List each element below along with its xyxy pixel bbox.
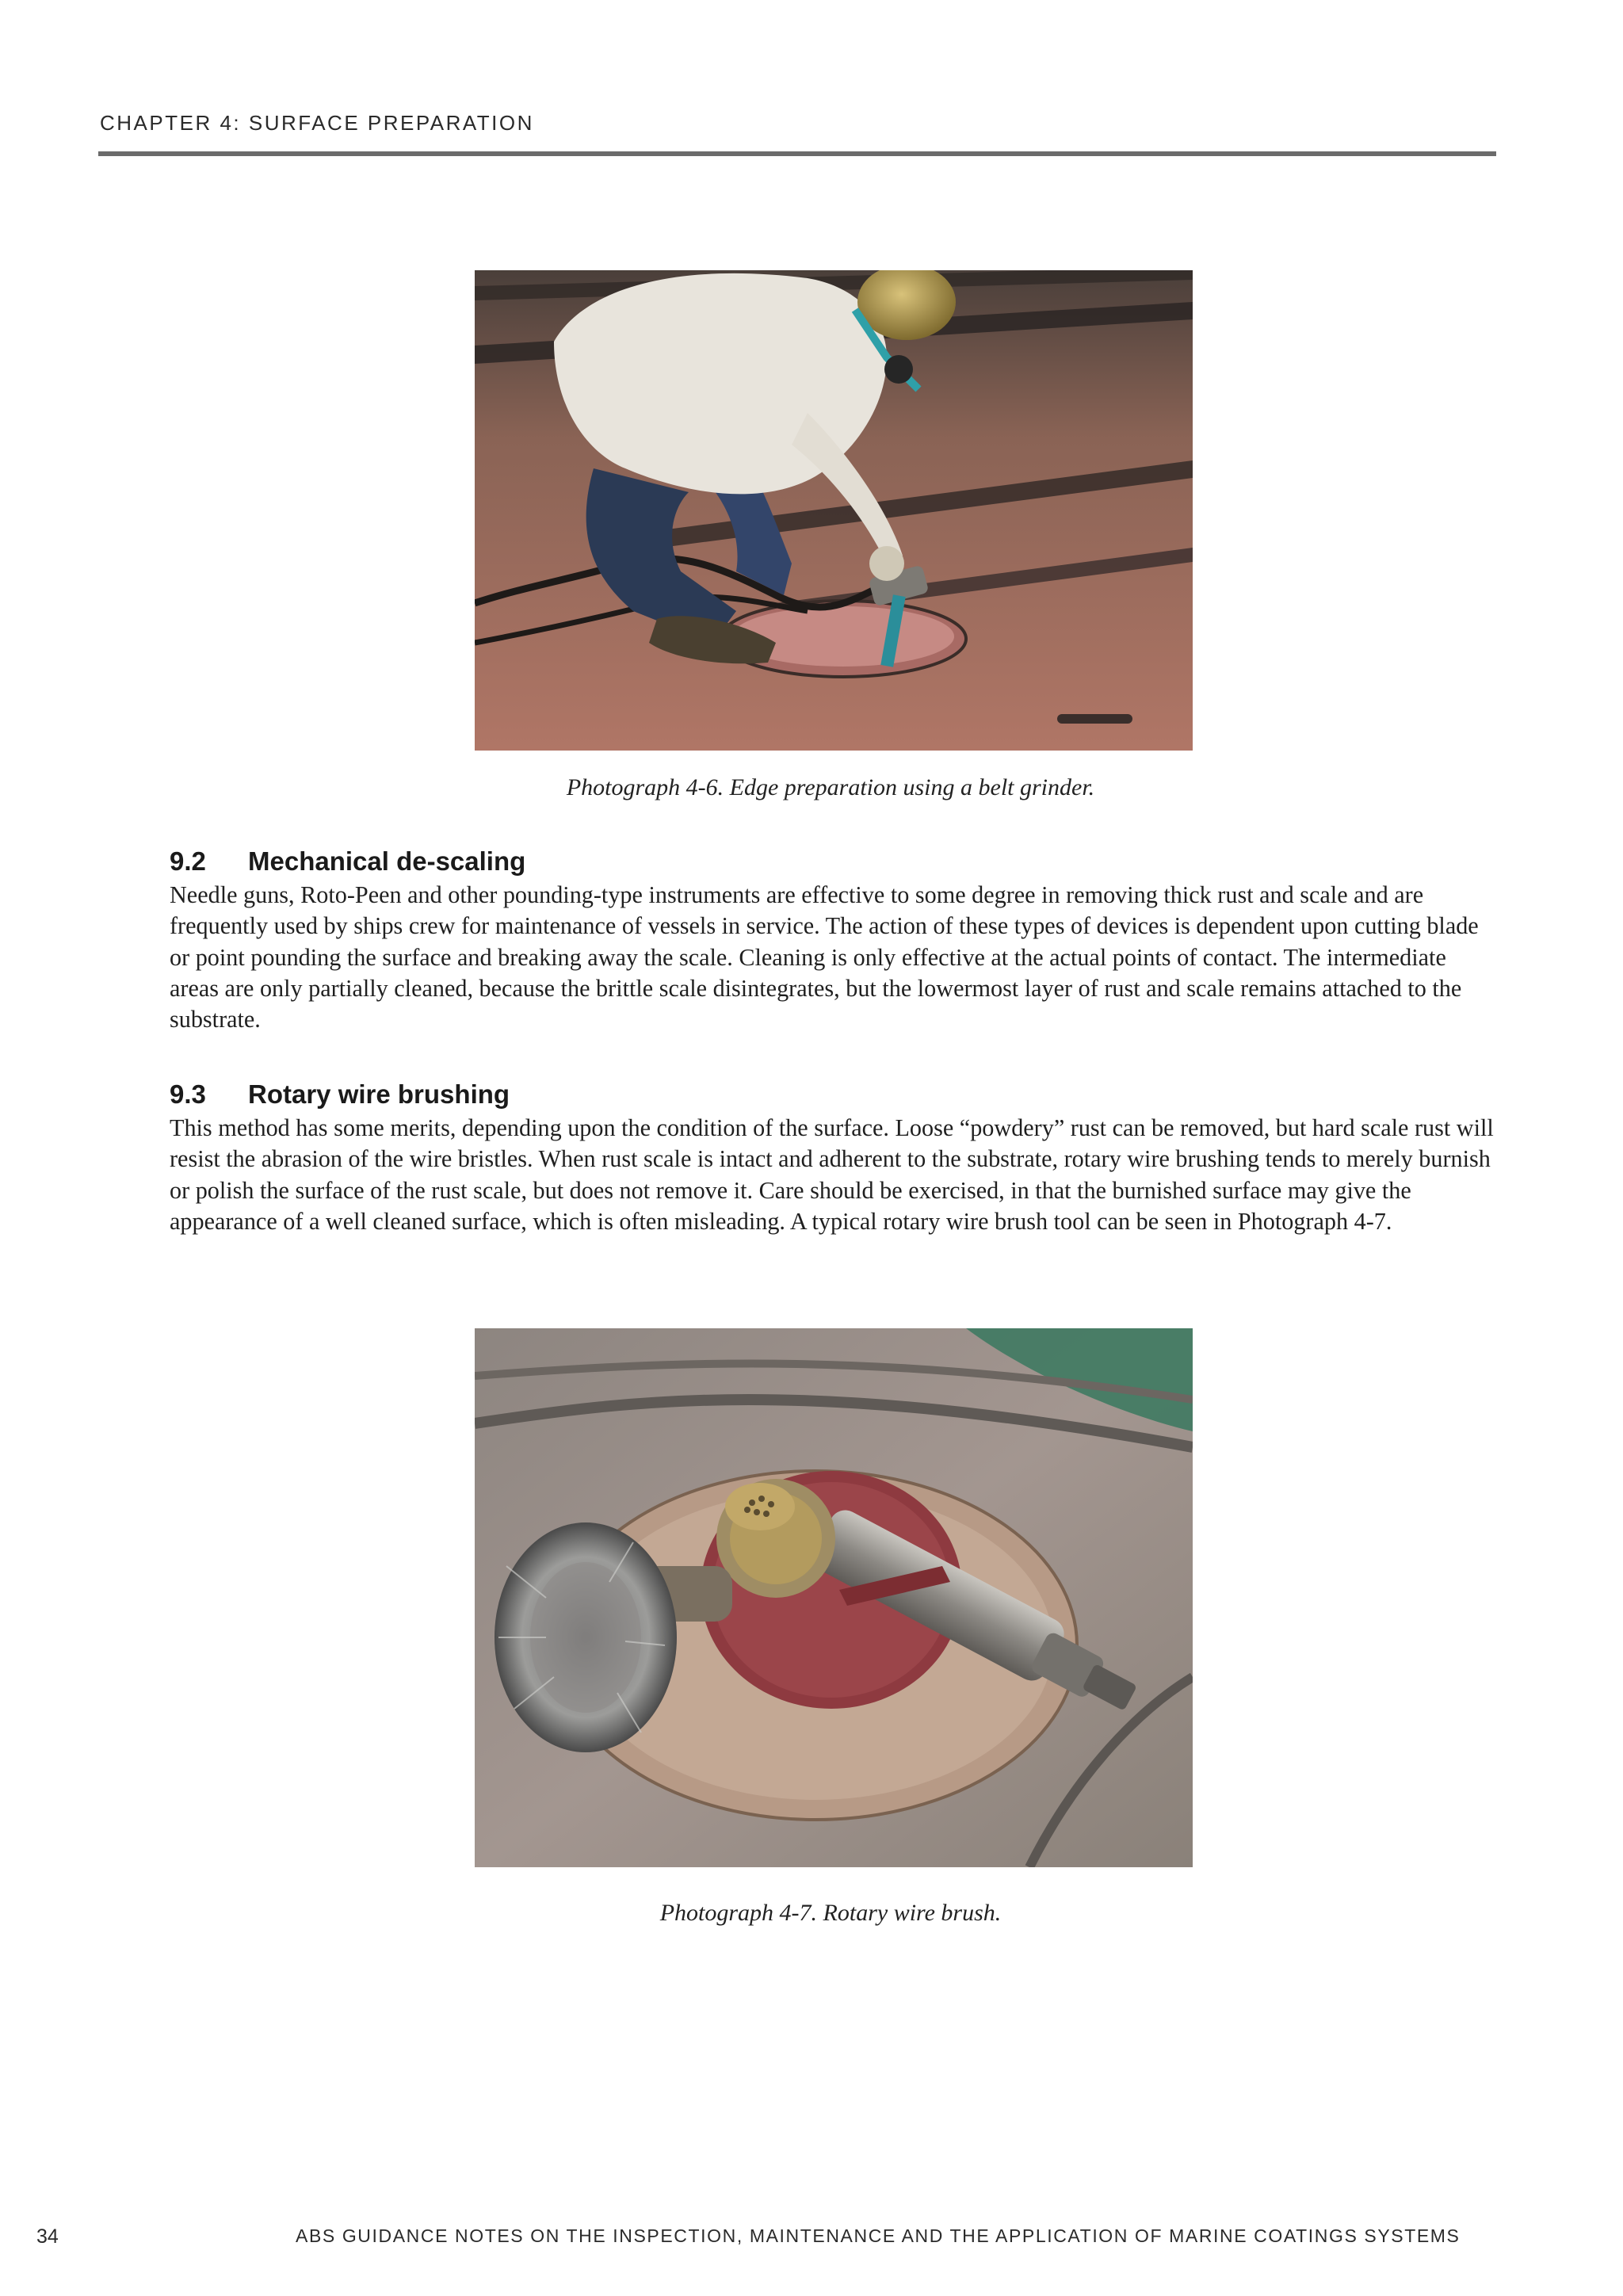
section-body: This method has some merits, depending upon the condition of the surface. Loose “powdery” rust can be removed, but hard scale rust will resist the abrasion of the wire bristles. When rust scale is intact and adherent to the substrate, rotary wire brushing tends to merely burnish or polish the surface of the rust scale, but does not remove it. Care should be exercised, in that the burnished surface may give the appearance of a well cleaned surface, which is often misleading. A typical rotary wire brush tool can be seen in Photograph 4-7. bbox=[170, 1114, 1494, 1235]
section-rotary-wire-brushing bbox=[170, 1079, 1501, 1237]
photo-rotary-wire-brush bbox=[475, 1328, 1193, 1867]
section-number: 9.2 bbox=[170, 846, 206, 876]
header-rule bbox=[98, 151, 1496, 156]
section-heading bbox=[170, 1079, 1501, 1110]
section-heading bbox=[170, 846, 1501, 877]
section-title: Rotary wire brushing bbox=[248, 1079, 510, 1109]
page-number: 34 bbox=[36, 2225, 59, 2248]
figure-caption: Photograph 4-7. Rotary wire brush. bbox=[659, 1900, 1002, 1926]
photo-belt-grinder bbox=[475, 270, 1193, 751]
section-body: Needle guns, Roto-Peen and other pounding-type instruments are effective to some degree in removing thick rust and scale and are frequently used by ships crew for maintenance of vessels in service. The action of these types of devices is dependent upon cutting blade or point pounding the surface and breaking away the scale. Cleaning is only effective at the actual points of contact. The intermediate areas are only partially cleaned, because the brittle scale disintegrates, but the lowermost layer of rust and scale remains attached to the substrate. bbox=[170, 881, 1479, 1033]
footer-title: ABS GUIDANCE NOTES ON THE INSPECTION, MAINTENANCE AND THE APPLICATION OF MARINE COATINGS SYSTEMS bbox=[296, 2225, 1461, 2246]
section-mechanical-descaling bbox=[170, 846, 1501, 1035]
section-title: Mechanical de-scaling bbox=[248, 846, 526, 876]
section-number: 9.3 bbox=[170, 1079, 206, 1109]
figure-caption: Photograph 4-6. Edge preparation using a belt grinder. bbox=[566, 774, 1095, 800]
running-header: CHAPTER 4: SURFACE PREPARATION bbox=[100, 111, 534, 135]
